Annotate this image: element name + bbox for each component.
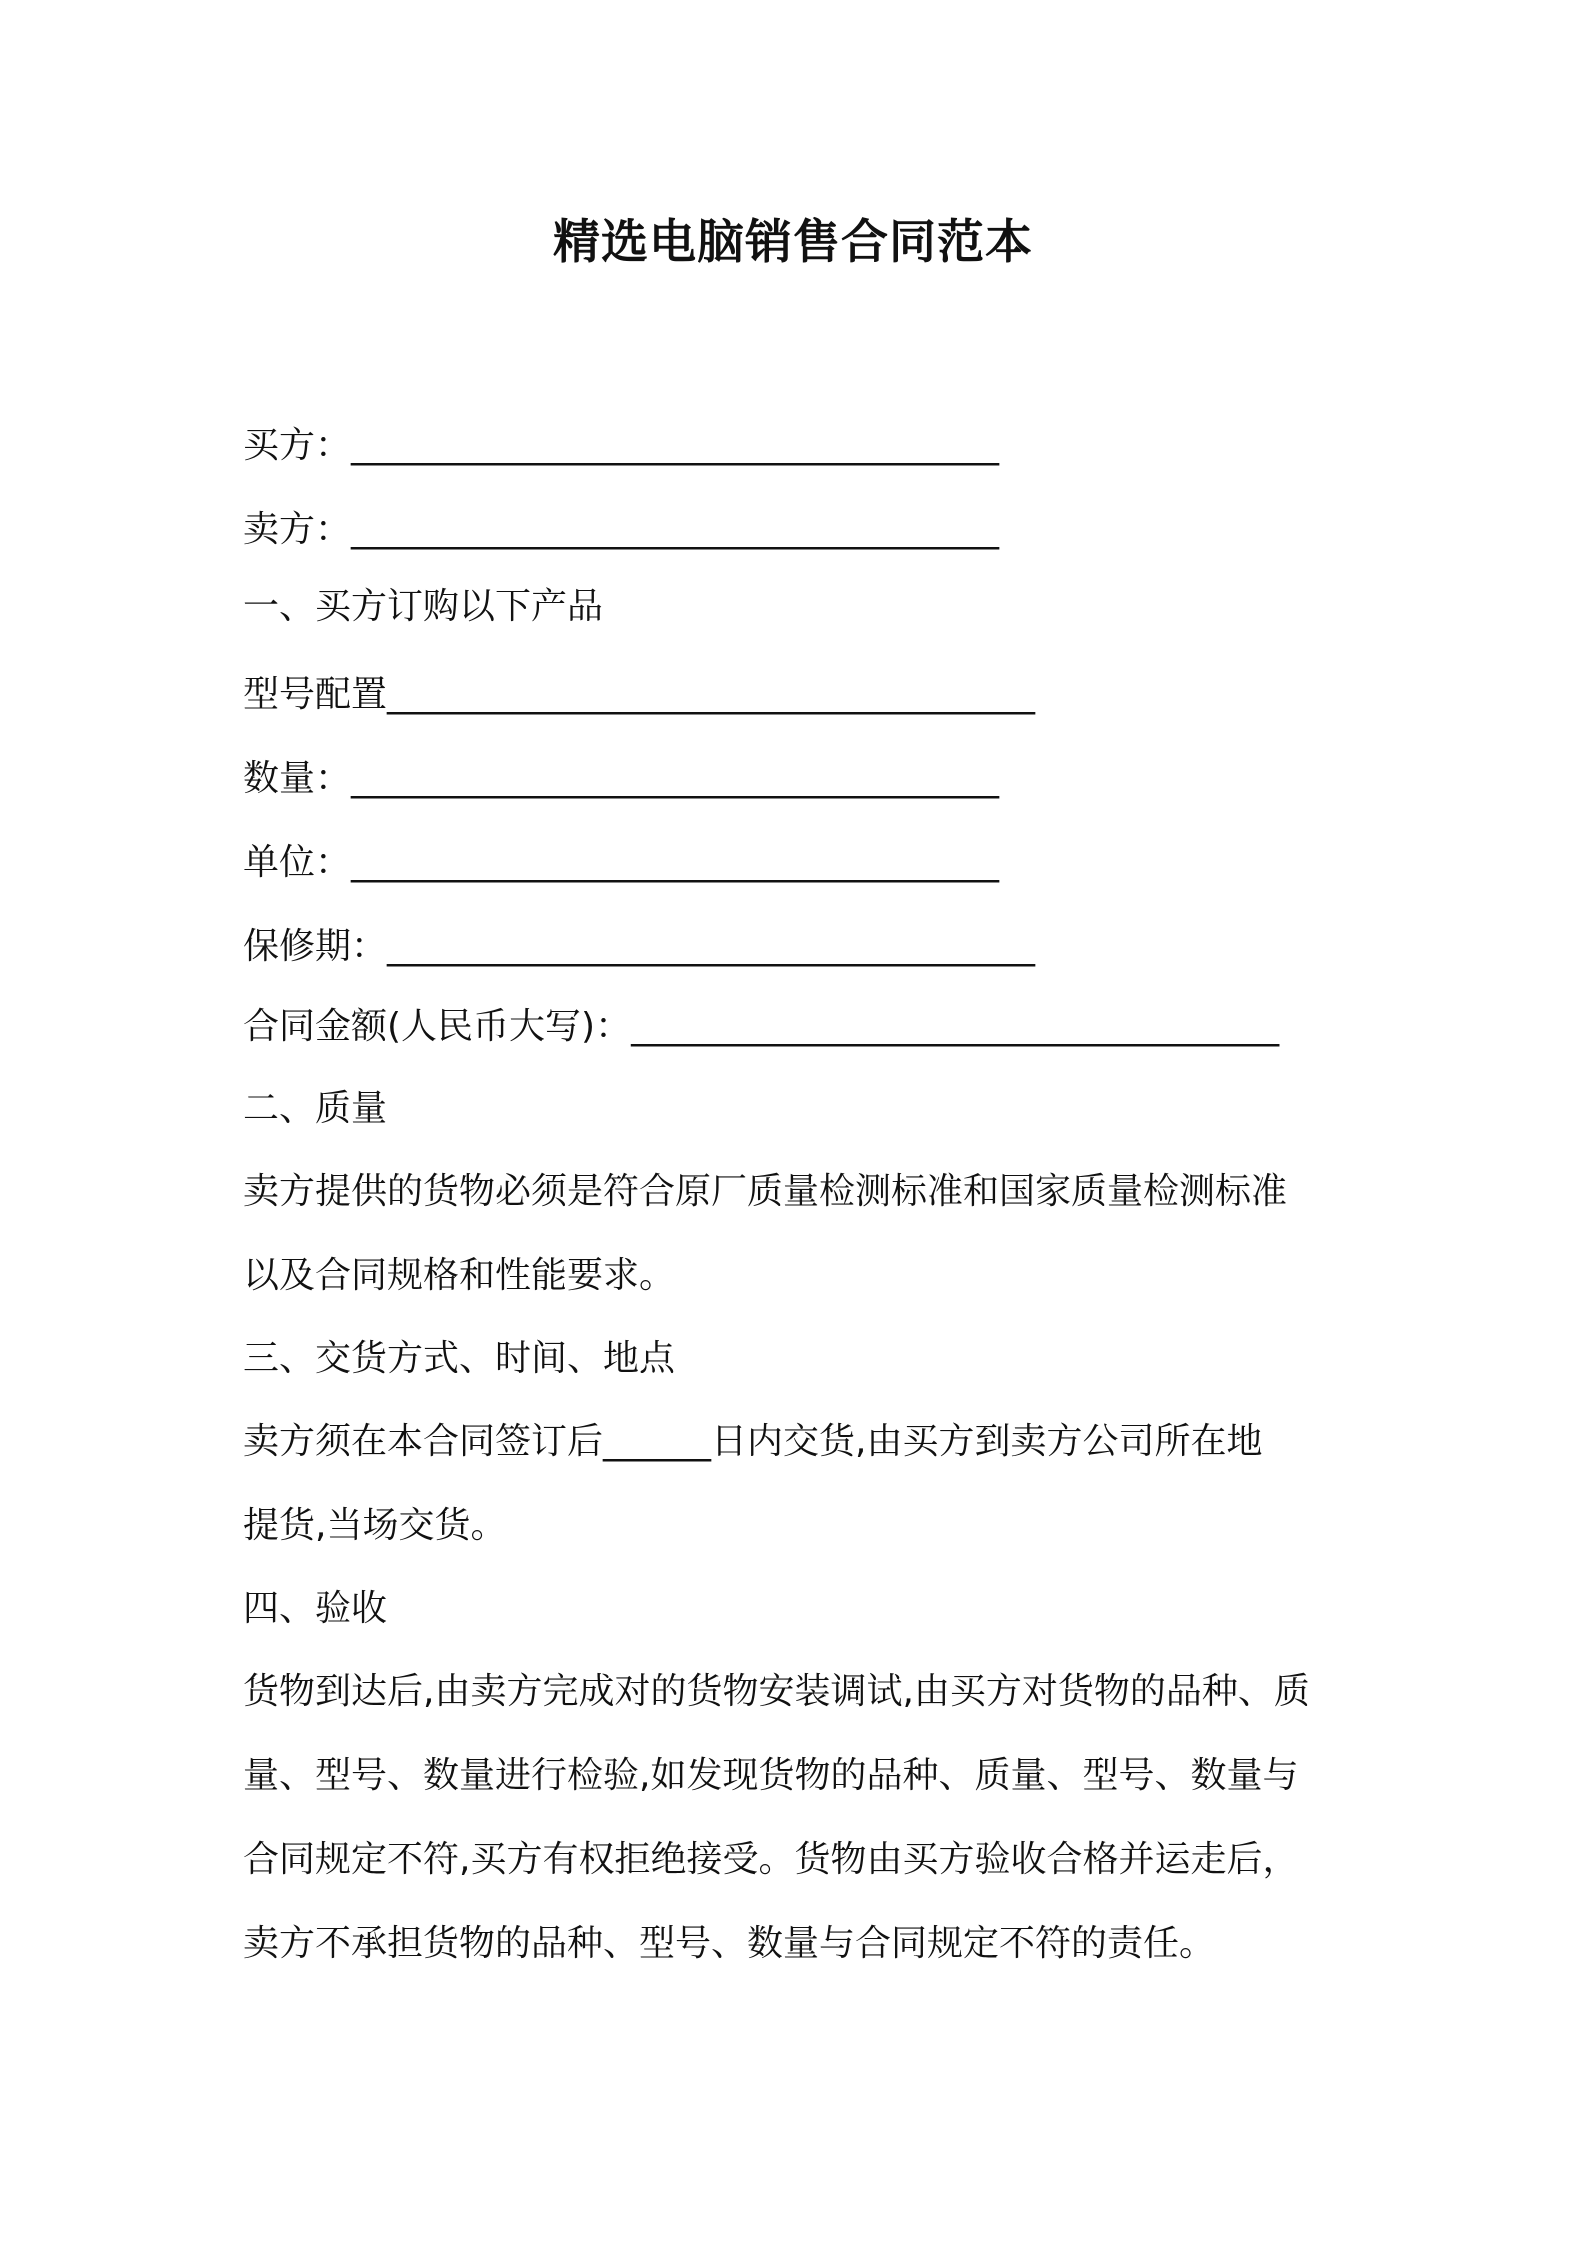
section-4-body	[243, 1650, 1363, 1986]
section-2-body	[243, 1150, 1363, 1318]
paragraph-line: 卖方须在本合同签订后______日内交货,由买方到卖方公司所在地	[243, 1421, 1263, 1462]
paragraph-line: 以及合同规格和性能要求。	[243, 1255, 676, 1296]
section-3-body	[243, 1400, 1363, 1568]
model-config-field: 型号配置____________________________________	[243, 674, 1036, 715]
section-2-heading: 二、质量	[243, 1088, 388, 1129]
paragraph-line: 量、型号、数量进行检验,如发现货物的品种、质量、型号、数量与	[243, 1755, 1299, 1796]
document-title: 精选电脑销售合同范本	[553, 215, 1033, 270]
quantity-field: 数量：____________________________________	[243, 758, 1000, 799]
seller-field: 卖方：____________________________________	[243, 509, 1000, 550]
paragraph-line: 卖方不承担货物的品种、型号、数量与合同规定不符的责任。	[243, 1923, 1216, 1964]
paragraph-line: 卖方提供的货物必须是符合原厂质量检测标准和国家质量检测标准	[243, 1171, 1288, 1212]
section-4-heading: 四、验收	[243, 1588, 388, 1629]
warranty-field: 保修期：____________________________________	[243, 926, 1036, 967]
paragraph-line: 提货,当场交货。	[243, 1505, 507, 1546]
unit-field: 单位：____________________________________	[243, 842, 1000, 883]
buyer-field: 买方：____________________________________	[243, 425, 1000, 466]
contract-amount-field: 合同金额(人民币大写)：____________________________________	[243, 1006, 1280, 1047]
section-3-heading: 三、交货方式、时间、地点	[243, 1338, 676, 1379]
section-1-heading: 一、买方订购以下产品	[243, 586, 604, 627]
paragraph-line: 合同规定不符,买方有权拒绝接受。货物由买方验收合格并运走后，	[243, 1839, 1299, 1880]
paragraph-line: 货物到达后,由卖方完成对的货物安装调试,由买方对货物的品种、质	[243, 1671, 1310, 1712]
